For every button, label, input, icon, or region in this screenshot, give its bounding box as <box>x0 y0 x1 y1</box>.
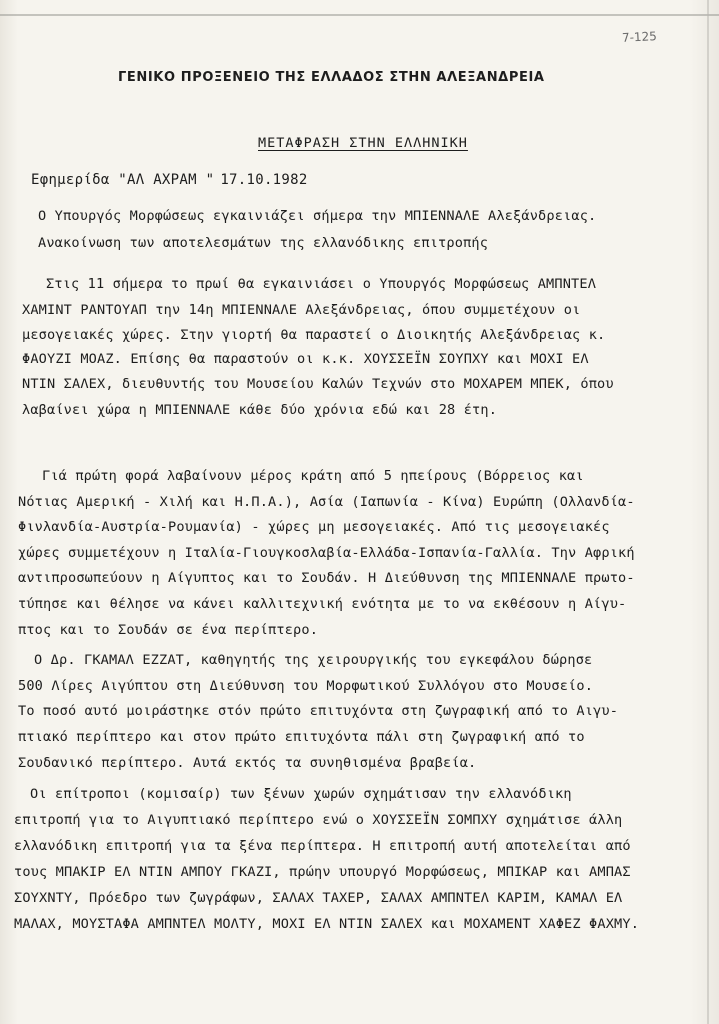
text-line: χώρες συμμετέχουν η Ιταλία-Γιουγκοσλαβία-Ελλάδα-Ισπανία-Γαλλία. Την Αφρική <box>18 545 635 561</box>
text-line: μεσογειακές χώρες. Στην γιορτή θα παραστεί ο Διοικητής Αλεξάνδρειας κ. <box>22 327 606 343</box>
text-line: Γιά πρώτη φορά λαβαίνουν μέρος κράτη από 5 ηπείρους (Βόρρειος και <box>42 468 584 484</box>
document-subtitle: ΜΕΤΑΦΡΑΣΗ ΣΤΗΝ ΕΛΛΗΝΙΚΗ <box>258 135 468 151</box>
text-line: αντιπροσωπεύουν η Αίγυπτος και το Σουδάν. Η Διεύθυνση της ΜΠΙΕΝΝΑΛΕ πρωτο- <box>18 570 635 586</box>
newspaper-date: 17.10.1982 <box>220 172 308 188</box>
text-line: λαβαίνει χώρα η ΜΠΙΕΝΝΑΛΕ κάθε δύο χρόνια εδώ και 28 έτη. <box>22 402 498 418</box>
paper-right-edge <box>707 0 709 1024</box>
text-line: ΝΤΙΝ ΣΑΛΕΧ, διευθυντής του Μουσείου Καλών Τεχνών στο ΜΟΧΑΡΕΜ ΜΠΕΚ, όπου <box>22 376 614 392</box>
text-line: ΦΑΟΥΖΙ ΜΟΑΖ. Επίσης θα παραστούν οι κ.κ. ΧΟΥΣΣΕΪΝ ΣΟΥΠΧΥ και ΜΟΧΙ ΕΛ <box>22 351 589 367</box>
text-line: ελλανόδικη επιτροπή για τα ξένα περίπτερα. Η επιτροπή αυτή αποτελείται από <box>14 838 631 854</box>
text-line: Στις 11 σήμερα το πρωί θα εγκαινιάσει ο Υπουργός Μορφώσεως ΑΜΠΝΤΕΛ <box>46 276 597 292</box>
consulate-header: ΓΕΝΙΚΟ ΠΡΟΞΕΝΕΙΟ ΤΗΣ ΕΛΛΑΔΟΣ ΣΤΗΝ ΑΛΕΞΑΝΔΡΕΙΑ <box>118 70 545 85</box>
newspaper-name: Εφημερίδα "ΑΛ ΑΧΡΑΜ " <box>31 172 215 188</box>
text-line: πτιακό περίπτερο και στον πρώτο επιτυχόντα πάλι στη ζωγραφική από το <box>18 729 585 745</box>
text-line: τύπησε και θέλησε να κάνει καλλιτεχνική ενότητα με το να εκθέσουν η Αίγυ- <box>18 596 627 612</box>
newspaper-dateline <box>31 172 308 188</box>
text-line: Νότιας Αμερική - Χιλή και Η.Π.Α.), Ασία (Ιαπωνία - Κίνα) Ευρώπη (Ολλανδία- <box>18 494 635 510</box>
text-line: Το ποσό αυτό μοιράστηκε στόν πρώτο επιτυχόντα στη ζωγραφική από το Αιγυ- <box>18 703 619 719</box>
text-line: Ο Δρ. ΓΚΑΜΑΛ ΕΖΖΑΤ, καθηγητής της χειρουργικής του εγκεφάλου δώρησε <box>34 652 593 668</box>
text-line: Φινλανδία-Αυστρία-Ρουμανία) - χώρες μη μεσογειακές. Από τις μεσογειακές <box>18 519 610 535</box>
text-line: Ανακοίνωση των αποτελεσμάτων της ελλανόδικης επιτροπής <box>38 235 489 251</box>
reference-number: 7-125 <box>621 29 658 45</box>
paper-top-edge <box>0 14 719 16</box>
text-line: ΧΑΜΙΝΤ ΡΑΝΤΟΥΑΠ την 14η ΜΠΙΕΝΝΑΛΕ Αλεξάνδρειας, όπου συμμετέχουν οι <box>22 302 581 318</box>
text-line: ΜΑΛΑΧ, ΜΟΥΣΤΑΦΑ ΑΜΠΝΤΕΛ ΜΟΛΤΥ, ΜΟΧΙ ΕΛ ΝΤΙΝ ΣΑΛΕΧ και ΜΟΧΑΜΕΝΤ ΧΑΦΕΖ ΦΑΧΜΥ. <box>14 916 640 932</box>
text-line: ΣΟΥΧΝΤΥ, Πρόεδρο των ζωγράφων, ΣΑΛΑΧ ΤΑΧΕΡ, ΣΑΛΑΧ ΑΜΠΝΤΕΛ ΚΑΡΙΜ, ΚΑΜΑΛ ΕΛ <box>14 890 623 906</box>
text-line: επιτροπή για το Αιγυπτιακό περίπτερο ενώ ο ΧΟΥΣΣΕΪΝ ΣΟΜΠΧΥ σχημάτισε άλλη <box>14 812 623 828</box>
text-line: πτος και το Σουδάν σε ένα περίπτερο. <box>18 622 319 638</box>
text-line: Οι επίτροποι (κομισαίρ) των ξένων χωρών σχημάτισαν την ελλανόδικη <box>30 786 572 802</box>
text-line: Ο Υπουργός Μορφώσεως εγκαινιάζει σήμερα την ΜΠΙΕΝΝΑΛΕ Αλεξάνδρειας. <box>38 208 597 224</box>
text-line: τους ΜΠΑΚΙΡ ΕΛ ΝΤΙΝ ΑΜΠΟΥ ΓΚΑΖΙ, πρώην υπουργό Μορφώσεως, ΜΠΙΚΑΡ και ΑΜΠΑΣ <box>14 864 631 880</box>
text-line: Σουδανικό περίπτερο. Αυτά εκτός τα συνηθισμένα βραβεία. <box>18 755 477 771</box>
text-line: 500 Λίρες Αιγύπτου στη Διεύθυνση του Μορφωτικού Συλλόγου στο Μουσείο. <box>18 678 594 694</box>
